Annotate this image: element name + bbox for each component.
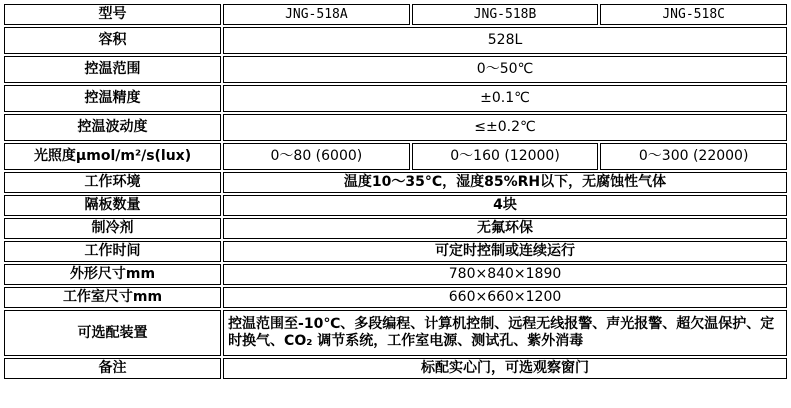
- table-row-temp-range: [4, 56, 787, 83]
- row-label-illuminance: 光照度μmol/m²/s(lux): [4, 143, 221, 170]
- model-a-cell: JNG-518A: [223, 4, 410, 25]
- temp-fluctuation-value: ≤±0.2℃: [223, 114, 787, 141]
- table-row-chamber-size: [4, 287, 787, 308]
- table-row-work-time: [4, 241, 787, 262]
- row-label-temp-fluctuation: 控温波动度: [4, 114, 221, 141]
- chamber-size-value: 660×660×1200: [223, 287, 787, 308]
- options-value: 控温范围至-10℃、多段编程、计算机控制、远程无线报警、声光报警、超欠温保护、定时换气、CO₂ 调节系统，工作室电源、测试孔、紫外消毒: [223, 310, 787, 356]
- illuminance-b-cell: 0～160 (12000): [412, 143, 599, 170]
- row-label-model: 型号: [4, 4, 221, 25]
- volume-value: 528L: [223, 27, 787, 54]
- outer-size-value: 780×840×1890: [223, 264, 787, 285]
- row-label-notes: 备注: [4, 358, 221, 379]
- row-label-volume: 容积: [4, 27, 221, 54]
- temp-range-value: 0～50℃: [223, 56, 787, 83]
- table-row-notes: [4, 358, 787, 379]
- row-label-work-time: 工作时间: [4, 241, 221, 262]
- row-label-temp-precision: 控温精度: [4, 85, 221, 112]
- environment-value: 温度10～35°C，湿度85%RH以下，无腐蚀性气体: [223, 172, 787, 193]
- table-row-volume: [4, 27, 787, 54]
- row-label-temp-range: 控温范围: [4, 56, 221, 83]
- table-row-model: [4, 4, 787, 25]
- row-label-outer-size: 外形尺寸mm: [4, 264, 221, 285]
- notes-value: 标配实心门，可选观察窗门: [223, 358, 787, 379]
- temp-precision-value: ±0.1℃: [223, 85, 787, 112]
- spec-table: [2, 2, 789, 381]
- row-label-chamber-size: 工作室尺寸mm: [4, 287, 221, 308]
- row-label-refrigerant: 制冷剂: [4, 218, 221, 239]
- table-row-outer-size: [4, 264, 787, 285]
- model-c-cell: JNG-518C: [600, 4, 787, 25]
- refrigerant-value: 无氟环保: [223, 218, 787, 239]
- illuminance-a-cell: 0～80 (6000): [223, 143, 410, 170]
- row-label-options: 可选配装置: [4, 310, 221, 356]
- illuminance-c-cell: 0～300 (22000): [600, 143, 787, 170]
- model-b-cell: JNG-518B: [412, 4, 599, 25]
- table-row-temp-fluctuation: [4, 114, 787, 141]
- shelves-value: 4块: [223, 195, 787, 216]
- work-time-value: 可定时控制或连续运行: [223, 241, 787, 262]
- table-row-illuminance: [4, 143, 787, 170]
- table-row-environment: [4, 172, 787, 193]
- table-row-options: [4, 310, 787, 356]
- row-label-environment: 工作环境: [4, 172, 221, 193]
- row-label-shelves: 隔板数量: [4, 195, 221, 216]
- table-row-shelves: [4, 195, 787, 216]
- table-row-refrigerant: [4, 218, 787, 239]
- table-row-temp-precision: [4, 85, 787, 112]
